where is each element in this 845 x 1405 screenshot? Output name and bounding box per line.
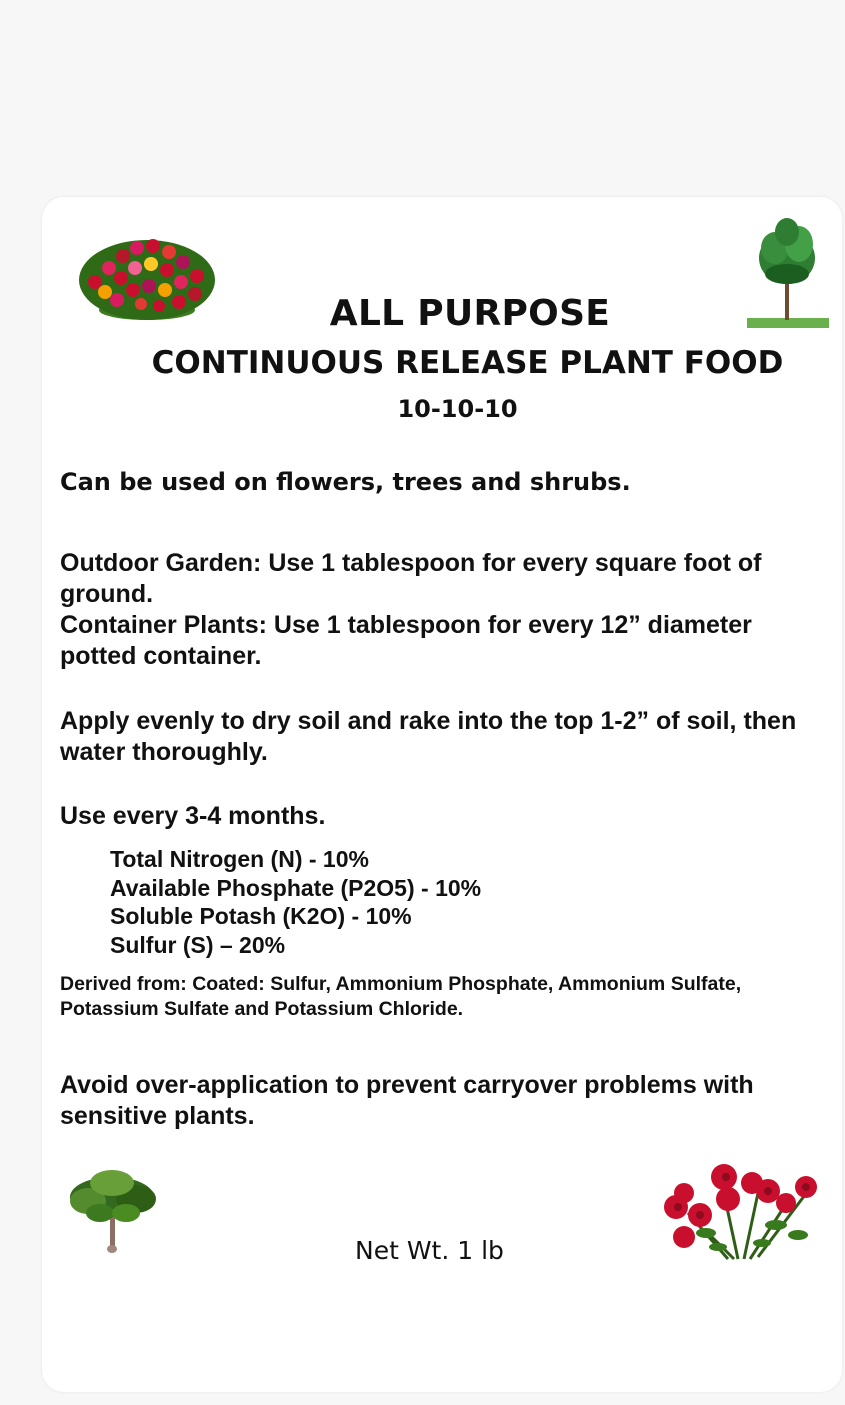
derived-from-text: Derived from: Coated: Sulfur, Ammonium Phosphate, Ammonium Sulfate, Potassium Sulfate and Potassium Chloride.: [60, 973, 742, 1020]
rose-bouquet-icon: [658, 1163, 823, 1263]
caution-text: Avoid over-application to prevent carryover problems with sensitive plants.: [60, 1071, 754, 1130]
frequency-text: Use every 3-4 months.: [60, 802, 326, 830]
net-weight: Net Wt. 1 lb: [355, 1236, 504, 1265]
uses-text: Can be used on flowers, trees and shrubs.: [60, 468, 631, 496]
guaranteed-analysis: [110, 845, 481, 959]
container-instructions: Container Plants: Use 1 tablespoon for every 12” diameter potted container.: [60, 611, 752, 670]
analysis-item: Sulfur (S) – 20%: [110, 931, 286, 958]
npk-ratio: 10-10-10: [397, 395, 518, 423]
product-subtitle: CONTINUOUS RELEASE PLANT FOOD: [151, 345, 784, 381]
shrub-icon: [66, 1165, 162, 1255]
outdoor-instructions: Outdoor Garden: Use 1 tablespoon for every square foot of ground.: [60, 549, 762, 608]
analysis-item: Total Nitrogen (N) - 10%: [110, 846, 369, 872]
analysis-item: Available Phosphate (P2O5) - 10%: [110, 874, 482, 901]
product-title: ALL PURPOSE: [329, 293, 611, 334]
analysis-item: Soluble Potash (K2O) - 10%: [110, 903, 412, 929]
application-instructions: Apply evenly to dry soil and rake into the top 1-2” of soil, then water thoroughly.: [60, 707, 797, 766]
